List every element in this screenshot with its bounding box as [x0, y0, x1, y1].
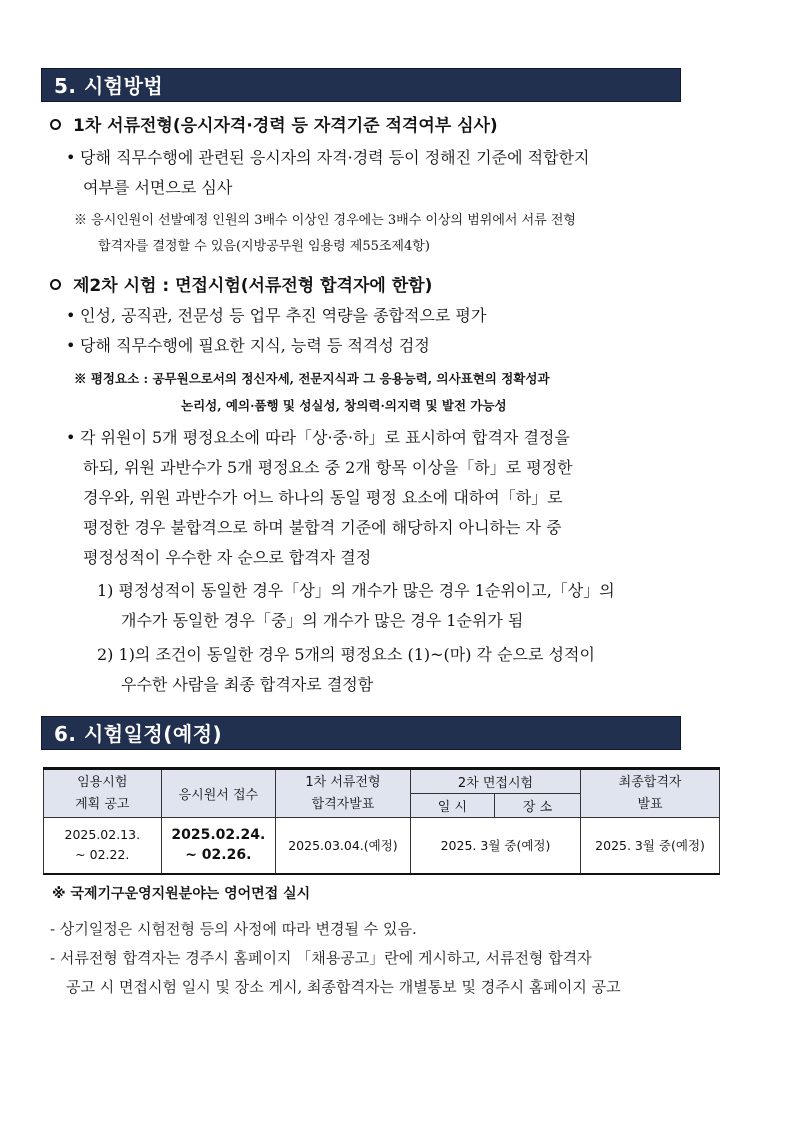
pass-rule-line-5: 평정성적이 우수한 자 순으로 합격자 결정 [83, 548, 372, 567]
pass-rule-line-4: 평정한 경우 불합격으로 하며 불합격 기준에 해당하지 아니하는 자 중 [83, 518, 562, 537]
first-stage-note-1: ※ 응시인원이 선발예정 인원의 3배수 이상인 경우에는 3배수 이상의 범위에서 서류 전형 [74, 213, 576, 228]
value-second-stage: 2025. 3월 중(예정) [410, 818, 580, 874]
header-final: 최종합격자 발표 [581, 769, 720, 818]
bullet-dot-icon: • [66, 428, 76, 447]
tie-rule-1-line-2: 개수가 동일한 경우「중」의 개수가 많은 경우 1순위가 됨 [121, 611, 524, 630]
tie-rule-2-line-2: 우수한 사람을 최종 합격자로 결정함 [121, 675, 374, 694]
pass-rule-line-1 [66, 424, 570, 451]
circle-bullet-icon [50, 119, 61, 130]
value-notice: 2025.02.13. ~ 02.22. [44, 818, 162, 874]
header-second-stage: 2차 면접시험 [410, 769, 580, 794]
value-final: 2025. 3월 중(예정) [581, 818, 720, 874]
second-stage-bullet-2 [66, 332, 430, 359]
pass-rule-line-1-text: 각 위원이 5개 평정요소에 따라「상·중·하」로 표시하여 합격자 결정을 [80, 428, 570, 447]
second-stage-heading-text: 제2차 시험 : 면접시험(서류전형 합격자에 한함) [73, 276, 433, 296]
schedule-change-note: - 상기일정은 시험전형 등의 사정에 따라 변경될 수 있음. [50, 920, 417, 938]
english-interview-note: ※ 국제기구운영지원분야는 영어면접 실시 [52, 886, 311, 902]
pass-rule-line-2: 하되, 위원 과반수가 5개 평정요소 중 2개 항목 이상을「하」로 평정한 [83, 458, 573, 477]
first-stage-heading-text: 1차 서류전형(응시자격·경력 등 자격기준 적격여부 심사) [73, 116, 498, 136]
first-stage-desc-1 [66, 144, 589, 171]
criteria-note-1: ※ 평정요소 : 공무원으로서의 정신자세, 전문지식과 그 응용능력, 의사표현의 정확성과 [74, 371, 550, 386]
tie-rule-1-line-1: 1) 평정성적이 동일한 경우「상」의 개수가 많은 경우 1순위이고,「상」의 [97, 581, 615, 600]
section-5-title: 5. 시험방법 [41, 68, 681, 102]
announcement-note-1: - 서류전형 합격자는 경주시 홈페이지 「채용공고」란에 게시하고, 서류전형 합격자 [50, 949, 592, 967]
section-6-title: 6. 시험일정(예정) [41, 716, 681, 750]
second-stage-bullet-1-text: 인성, 공직관, 전문성 등 업무 추진 역량을 종합적으로 평가 [80, 306, 487, 325]
header-second-place: 장 소 [494, 794, 580, 818]
header-apply: 응시원서 접수 [161, 769, 276, 818]
value-apply: 2025.02.24. ~ 02.26. [161, 818, 276, 874]
value-first-stage: 2025.03.04.(예정) [276, 818, 411, 874]
bullet-dot-icon: • [66, 148, 76, 167]
header-second-date: 일 시 [410, 794, 494, 818]
header-notice: 임용시험 계획 공고 [44, 769, 162, 818]
tie-rule-2-line-1: 2) 1)의 조건이 동일한 경우 5개의 평정요소 (1)~(마) 각 순으로 성적이 [97, 645, 595, 664]
first-stage-note-2: 합격자를 결정할 수 있음(지방공무원 임용령 제55조제4항) [98, 239, 430, 254]
bullet-dot-icon: • [66, 306, 76, 325]
header-first-stage: 1차 서류전형 합격자발표 [276, 769, 411, 818]
criteria-note-2: 논리성, 예의·품행 및 성실성, 창의력·의지력 및 발전 가능성 [181, 398, 507, 413]
bullet-dot-icon: • [66, 336, 76, 355]
second-stage-bullet-2-text: 당해 직무수행에 필요한 지식, 능력 등 적격성 검정 [80, 336, 430, 355]
second-stage-heading [50, 271, 432, 296]
circle-bullet-icon [50, 279, 61, 290]
pass-rule-line-3: 경우와, 위원 과반수가 어느 하나의 동일 평정 요소에 대하여「하」로 [83, 488, 563, 507]
first-stage-desc-1-text: 당해 직무수행에 관련된 응시자의 자격·경력 등이 정해진 기준에 적합한지 [80, 148, 590, 167]
schedule-table [43, 767, 720, 875]
second-stage-bullet-1 [66, 302, 486, 329]
first-stage-desc-2: 여부를 서면으로 심사 [83, 178, 233, 197]
first-stage-heading [50, 111, 498, 136]
announcement-note-2: 공고 시 면접시험 일시 및 장소 게시, 최종합격자는 개별통보 및 경주시 홈페이지 공고 [66, 978, 621, 996]
